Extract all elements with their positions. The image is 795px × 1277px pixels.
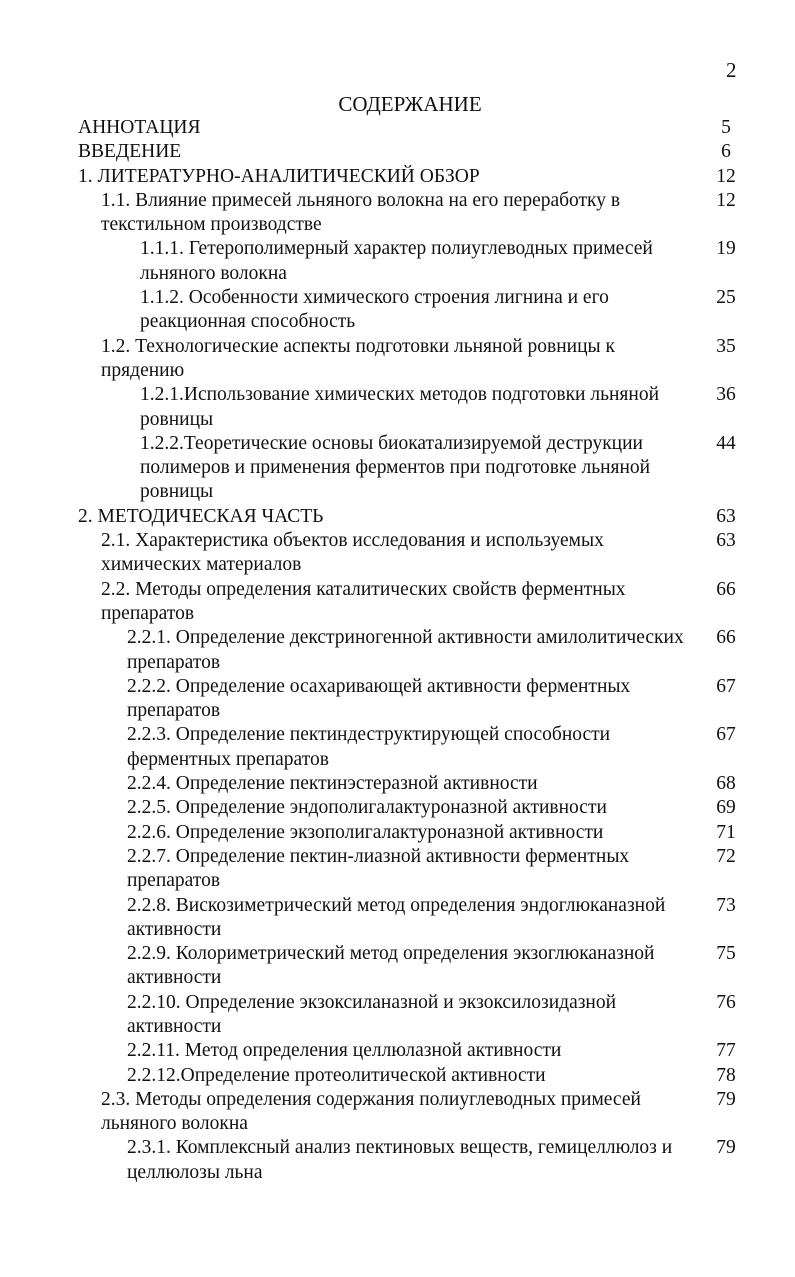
page-number: 2	[726, 58, 737, 82]
toc-entry	[0, 165, 795, 189]
toc-entry-title: 2.2.7. Определение пектин-лиазной активности ферментных препаратов	[127, 845, 630, 892]
toc-entry-title: 2.2.5. Определение эндополигалактуроназной активности	[127, 797, 607, 819]
toc-entry	[0, 626, 795, 675]
toc-entry	[0, 505, 795, 529]
toc-entry-title: 2.2.1. Определение декстриногенной активности амилолитических препаратов	[127, 627, 684, 673]
toc-entry	[0, 140, 795, 164]
toc-entry-title: 2.2.9. Колориметрический метод определения экзоглюканазной активности	[127, 943, 655, 989]
toc-entry-page: 76	[716, 991, 736, 1013]
toc-entry-page: 79	[716, 1137, 736, 1159]
toc-entry-page: 67	[716, 675, 736, 697]
toc-entry-title: 1.1.2. Особенности химического строения лигнина и его реакционная способность	[140, 287, 609, 333]
table-of-contents	[0, 116, 795, 1185]
toc-entry-title: 1.2.1.Использование химических методов подготовки льняной ровницы	[140, 384, 660, 430]
toc-entry	[0, 772, 795, 796]
page-title: СОДЕРЖАНИЕ	[338, 92, 482, 116]
toc-entry	[0, 189, 795, 238]
toc-entry	[0, 529, 795, 578]
toc-entry	[0, 821, 795, 845]
toc-entry-page: 73	[716, 894, 736, 916]
toc-entry-title: 2.2.8. Вискозиметрический метод определения эндоглюканазной активности	[127, 894, 666, 940]
toc-entry-page: 66	[716, 627, 736, 649]
toc-entry	[0, 1088, 795, 1137]
toc-entry	[0, 675, 795, 724]
toc-entry-title: 2. МЕТОДИЧЕСКАЯ ЧАСТЬ	[78, 505, 324, 527]
toc-entry-page: 12	[716, 165, 736, 187]
toc-entry-title: 2.1. Характеристика объектов исследования и используемых химических материалов	[101, 530, 604, 576]
toc-entry-page: 77	[716, 1040, 736, 1062]
toc-entry-page: 68	[716, 773, 736, 795]
toc-entry-page: 75	[716, 943, 736, 965]
toc-entry-page: 63	[716, 530, 736, 552]
toc-entry	[0, 335, 795, 384]
toc-entry-title: АННОТАЦИЯ	[78, 117, 201, 138]
toc-entry-title: 1.2.2.Теоретические основы биокатализируемой деструкции полимеров и применения ферментов при подготовке льняной ровницы	[140, 432, 651, 503]
toc-entry	[0, 1136, 795, 1185]
toc-entry-title: 2.2.2. Определение осахаривающей активности ферментных препаратов	[127, 675, 631, 722]
toc-entry	[0, 237, 795, 286]
toc-entry-title: ВВЕДЕНИЕ	[78, 141, 182, 163]
toc-entry	[0, 991, 795, 1040]
toc-entry-title: 1.2. Технологические аспекты подготовки льняной ровницы к прядению	[101, 335, 615, 381]
toc-entry-title: 1.1.1. Гетерополимерный характер полиуглеводных примесей льняного волокна	[140, 238, 653, 284]
toc-entry	[0, 796, 795, 820]
toc-entry-page: 36	[716, 384, 736, 406]
toc-entry	[0, 286, 795, 335]
toc-entry-page: 5	[721, 117, 731, 138]
toc-entry-page: 66	[716, 578, 736, 600]
toc-entry	[0, 1064, 795, 1088]
toc-entry-page: 44	[716, 432, 736, 454]
toc-entry	[0, 942, 795, 991]
toc-entry-page: 19	[716, 238, 736, 260]
toc-entry-title: 2.3. Методы определения содержания полиуглеводных примесей льняного волокна	[101, 1088, 641, 1135]
toc-entry-title: 1.1. Влияние примесей льняного волокна на его переработку в текстильном производстве	[101, 189, 621, 236]
toc-entry-page: 72	[716, 845, 736, 867]
toc-entry	[0, 845, 795, 894]
toc-entry-page: 78	[716, 1064, 736, 1086]
toc-entry-page: 67	[716, 724, 736, 746]
toc-entry-page: 35	[716, 335, 736, 357]
toc-entry-page: 79	[716, 1088, 736, 1110]
toc-entry	[0, 578, 795, 627]
toc-entry-title: 2.3.1. Комплексный анализ пектиновых веществ, гемицеллюлоз и целлюлозы льна	[127, 1137, 673, 1183]
toc-entry-title: 2.2.12.Определение протеолитической активности	[127, 1064, 546, 1086]
toc-entry-title: 2.2.4. Определение пектинэстеразной активности	[127, 773, 538, 795]
toc-entry-page: 25	[716, 287, 736, 309]
toc-entry	[0, 383, 795, 432]
toc-entry	[0, 894, 795, 943]
toc-entry-title: 2.2.6. Определение экзополигалактуроназной активности	[127, 821, 604, 843]
toc-entry-title: 2.2. Методы определения каталитических свойств ферментных препаратов	[101, 578, 626, 624]
toc-entry	[0, 432, 795, 505]
toc-entry-title: 1. ЛИТЕРАТУРНО-АНАЛИТИЧЕСКИЙ ОБЗОР	[78, 165, 480, 187]
toc-entry-title: 2.2.10. Определение экзоксиланазной и экзоксилозидазной активности	[127, 991, 617, 1037]
toc-entry-page: 69	[716, 797, 736, 819]
toc-entry-page: 12	[716, 189, 736, 211]
toc-entry-title: 2.2.3. Определение пектиндеструктирующей способности ферментных препаратов	[127, 724, 611, 770]
toc-entry	[0, 1039, 795, 1063]
toc-entry-page: 63	[716, 505, 736, 527]
toc-entry-page: 71	[716, 821, 736, 843]
toc-entry	[0, 723, 795, 772]
toc-entry-page: 6	[721, 141, 731, 163]
toc-entry-title: 2.2.11. Метод определения целлюлазной активности	[127, 1040, 562, 1062]
toc-entry	[0, 116, 795, 140]
